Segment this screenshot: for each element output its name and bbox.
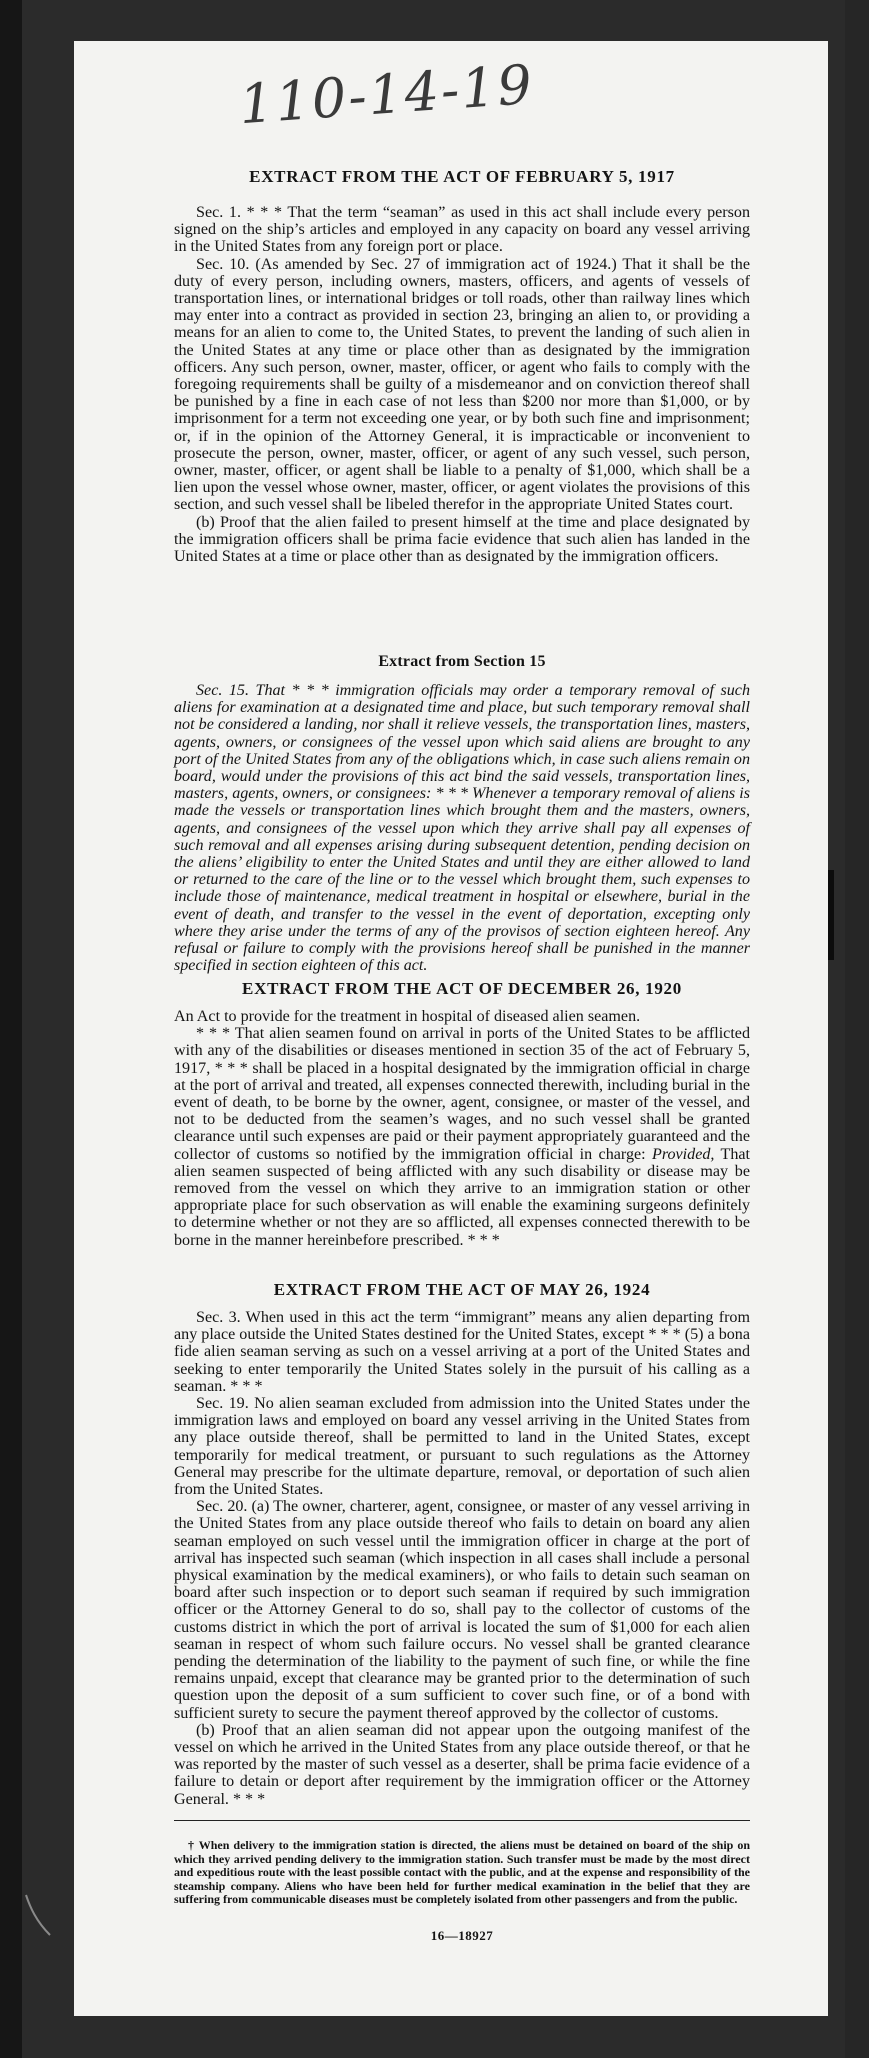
proviso-word: Provided,: [652, 1145, 715, 1163]
sec-1-text: Sec. 1. * * * That the term “seaman” as used in this act shall include every person signed on the ship’s articles and employed in any capacity on board any vessel arriving in the United States from any foreign port or place.: [174, 204, 750, 256]
handwritten-number: 110-14-19: [237, 52, 536, 137]
act-1920-text: [174, 1025, 750, 1249]
footnote-block: [174, 1820, 750, 1944]
section-1924: [174, 1280, 750, 1808]
scanner-edge-left: [0, 0, 22, 2058]
sec-10-text: Sec. 10. (As amended by Sec. 27 of immigration act of 1924.) That it shall be the duty of every person, including owners, masters, officers, and agents of vessels of transportation lines, or international bridges or toll roads, other than railway lines which may enter into a contract as provided in section 23, bringing an alien to, or providing a means for an alien to come to, the United States, to prevent the landing of such alien in the United States at any time or place other than as designated by the immigration officers. Any such person, owner, master, officer, or agent who fails to comply with the foregoing requirements shall be guilty of a misdemeanor and on conviction thereof shall be punished by a fine in each case of not less than $200 nor more than $1,000, or by imprisonment for a term not exceeding one year, or by both such fine and imprisonment; or, if in the opinion of the Attorney General, it is impracticable or inconvenient to prosecute the person, owner, master, officer, or agent of any such vessel, such person, owner, master, officer, or agent shall be liable to a penalty of $1,000, which shall be a lien upon the vessel whose owner, master, officer, or agent violates the provisions of this section, and such vessel shall be libeled therefor in the appropriate United States court.: [174, 255, 750, 514]
sec-3-text: Sec. 3. When used in this act the term “immigrant” means any alien departing from any place outside the United States destined for the United States, except * * * (5) a bona fide alien seaman serving as such on a vessel arriving at a port of the United States and seeking to enter temporarily the United States solely in the pursuit of his calling as a seaman. * * *: [174, 1309, 750, 1395]
heading-act-1924: EXTRACT FROM THE ACT OF MAY 26, 1924: [273, 1280, 651, 1299]
heading-act-1917: EXTRACT FROM THE ACT OF FEBRUARY 5, 1917: [249, 167, 675, 186]
print-code: 16—18927: [430, 1927, 494, 1943]
section-15: [174, 653, 750, 974]
heading-section-15: Extract from Section 15: [378, 653, 546, 670]
sec-20a-text: Sec. 20. (a) The owner, charterer, agent, consignee, or master of any vessel arriving in the United States from any place outside thereof who fails to detain on board any alien seaman employed on such vessel until the immigration officer in charge at the port of arrival has inspected such seaman (which inspection in all cases shall include a personal physical examination by the medical examiners), or who fails to detain such seaman on board after such inspection or to deport such seaman if required by such immigration officer or the Attorney General to do so, shall pay to the collector of customs of the customs district in which the port of arrival is located the sum of $1,000 for each alien seaman in respect of whom such failure occurs. No vessel shall be granted clearance pending the determination of the liability to the payment of such fine, or while the fine remains unpaid, except that clearance may be granted prior to the determination of such question upon the deposit of a sum sufficient to cover such fine, or of a bond with sufficient surety to secure the payment thereof approved by the collector of customs.: [174, 1498, 750, 1722]
footnote-text: † When delivery to the immigration station is directed, the aliens must be detained on board of the ship on which they arrived pending delivery to the immigration station. Such transfer must be made by the most direct and expeditious route with the least possible contact with the public, and at the expense and responsibility of the steamship company. Aliens who have been held for further medical examination in the belief that they are suffering from communicable diseases must be completely isolated from other passengers and from the public.: [174, 1838, 750, 1906]
section-1920: [174, 979, 750, 1249]
footnote-rule: [174, 1820, 750, 1821]
act-1920-text-proviso: That alien seamen suspected of being afflicted with any such disability or disease may be removed from the vessel on which they arrive to an immigration station or other appropriate place for such observation as will enable the examining surgeons definitely to determine whether or not they are so afflicted, all expenses connected therewith to be borne in the manner hereinbefore prescribed. * * *: [174, 1145, 751, 1249]
pencil-mark: [20, 1893, 60, 1944]
document-page: [74, 41, 828, 2016]
sec-20b-text: (b) Proof that an alien seaman did not appear upon the outgoing manifest of the vessel on which he arrived in the United States from any place outside thereof, or that he was reported by the master of such vessel as a deserter, shall be prima facie evidence of a failure to detain or deport after requirement by the immigration officer or the Attorney General. * * *: [174, 1721, 750, 1808]
act-1920-intro: An Act to provide for the treatment in hospital of diseased alien seamen.: [174, 1008, 641, 1025]
sec-15-text: Sec. 15. That * * * immigration officials may order a temporary removal of such aliens for examination at a designated time and place, but such temporary removal shall not be considered a landing, nor shall it relieve vessels, the transportation lines, masters, agents, owners, or consignees of the vessel upon which said aliens are brought to any port of the United States from any of the obligations which, in case such aliens remain on board, would under the provisions of this act bind the said vessels, transportation lines, masters, agents, owners, or consignees: * * * Whenever a temporary removal of aliens is made the vessels or transportation lines which brought them and the masters, owners, agents, and consignees of the vessel upon which they arrive shall pay all expenses of such removal and all expenses arising during subsequent detention, pending decision on the aliens’ eligibility to enter the United States and until they are either allowed to land or returned to the care of the line or to the vessel which brought them, such expenses to include those of maintenance, medical treatment in hospital or elsewhere, burial in the event of death, and transfer to the vessel in the event of deportation, excepting only where they arise under the terms of any of the provisos of section eighteen hereof. Any refusal or failure to comply with the provisions hereof shall be punished in the manner specified in section eighteen of this act.: [174, 682, 750, 975]
sec-19-text: Sec. 19. No alien seaman excluded from admission into the United States under the immigration laws and employed on board any vessel arriving in the United States from any place outside thereof, shall be permitted to land in the United States, except temporarily for medical treatment, or pursuant to such regulations as the Attorney General may prescribe for the ultimate departure, removal, or deportation of such alien from the United States.: [174, 1395, 750, 1499]
sec-10b-text: (b) Proof that the alien failed to present himself at the time and place designated by the immigration officers shall be prima facie evidence that such alien has landed in the United States at a time or place other than as designated by the immigration officers.: [174, 513, 750, 566]
act-1920-text-main: * * * That alien seamen found on arrival in ports of the United States to be afflicted with any of the disabilities or diseases mentioned in section 35 of the act of February 5, 1917, * * * shall be placed in a hospital designated by the immigration official in charge at the port of arrival and treated, all expenses connected therewith, including burial in the event of death, to be borne by the owner, agent, consignee, or master of the vessel, and not to be deducted from the seamen’s wages, and no such vessel shall be granted clearance until such expenses are paid or their payment appropriately guaranteed and the collector of customs so notified by the immigration official in charge:: [174, 1025, 750, 1163]
section-1917-body: [174, 204, 750, 565]
scanner-edge-right: [845, 0, 869, 2058]
heading-act-1920: EXTRACT FROM THE ACT OF DECEMBER 26, 1920: [242, 979, 682, 998]
